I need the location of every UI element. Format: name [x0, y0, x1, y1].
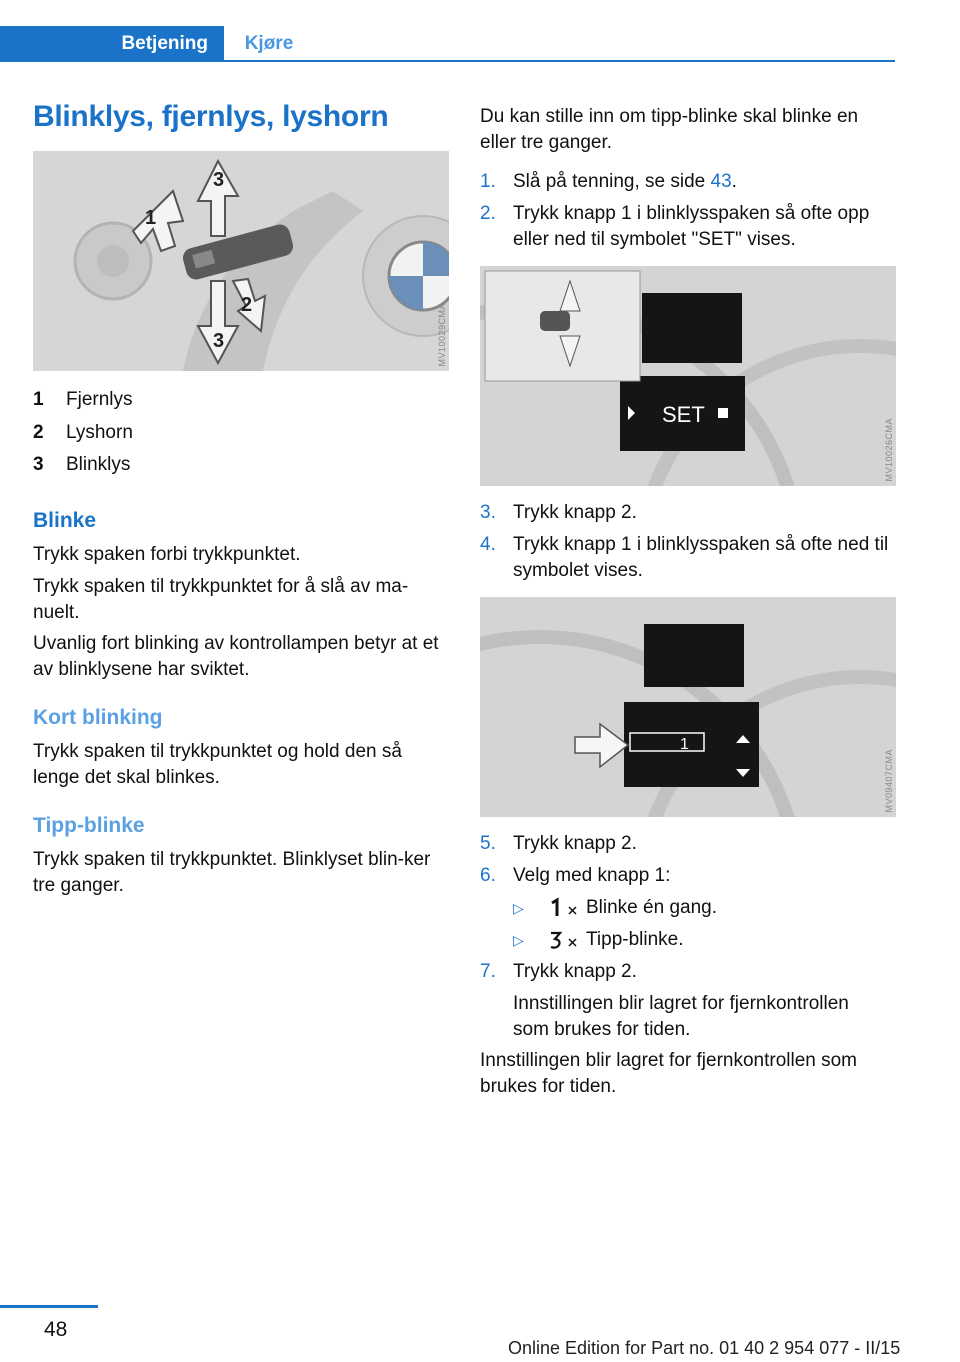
step-text: [513, 169, 900, 195]
svg-text:1: 1: [680, 736, 689, 753]
svg-text:2: 2: [241, 294, 253, 316]
page-header: [0, 26, 960, 62]
blink-three-icon: [549, 929, 586, 951]
step-text-body: Slå på tenning, se side: [513, 171, 711, 192]
step-number: 5.: [480, 833, 496, 854]
tab-betjening[interactable]: Betjening: [0, 26, 224, 62]
step-text-body: Trykk knapp 2.: [513, 961, 637, 982]
legend-number: 3: [33, 454, 44, 476]
legend-item: [33, 417, 133, 450]
step-item: [480, 500, 900, 526]
option-item: [513, 895, 717, 921]
step-item: [480, 863, 900, 889]
step-text: Velg med knapp 1:: [513, 865, 671, 886]
bullet-triangle-icon: ▷: [513, 932, 524, 948]
step-item: [480, 831, 900, 857]
step-number: 1.: [480, 171, 496, 192]
bullet-triangle-icon: ▷: [513, 900, 524, 916]
paragraph: Uvanlig fort blinking av kontrollampen betyr at et av blinklysene har sviktet.: [33, 633, 439, 680]
step-number: 2.: [480, 203, 496, 224]
step-note: Innstillingen blir lagret for fjernkontrollen som brukes for tiden.: [513, 993, 849, 1040]
figure-code: MV10029CMA: [437, 303, 447, 367]
outro-paragraph: Innstillingen blir lagret for fjernkontrollen som brukes for tiden.: [480, 1050, 858, 1097]
step-text: [513, 959, 900, 1043]
display-set-text: SET: [662, 402, 705, 427]
figure-code: MV09407CMA: [884, 749, 894, 813]
svg-text:3: 3: [213, 169, 225, 191]
paragraph: Trykk spaken til trykkpunktet. Blinklyset blin-ker tre ganger.: [33, 849, 431, 896]
page-title: Blinklys, fjernlys, lyshorn: [33, 100, 389, 133]
display-blink-illustration: [480, 597, 896, 817]
option-label: Blinke én gang.: [586, 897, 717, 918]
section-heading-kort-blinking: Kort blinking: [33, 706, 163, 729]
legend-label: Fjernlys: [66, 389, 133, 411]
step-text-after: .: [731, 171, 737, 192]
legend-number: 2: [33, 421, 44, 443]
step-text: Trykk knapp 2.: [513, 833, 637, 854]
option-item: [513, 927, 684, 953]
step-number: 4.: [480, 534, 496, 555]
paragraph: Trykk spaken forbi trykkpunktet.: [33, 544, 301, 565]
step-item: [480, 169, 900, 195]
stalk-illustration: [33, 151, 449, 371]
section-heading-tipp-blinke: Tipp-blinke: [33, 814, 145, 837]
blink-once-icon: [549, 897, 586, 919]
step-item: [480, 959, 900, 1043]
tab-kjore[interactable]: Kjøre: [244, 33, 294, 54]
edition-text: Online Edition for Part no. 01 40 2 954 077 - II/15: [508, 1338, 901, 1358]
legend-number: 1: [33, 389, 44, 411]
header-rule: [0, 60, 895, 62]
legend-item: [33, 384, 133, 417]
svg-text:3: 3: [213, 330, 225, 352]
step-text: Trykk knapp 1 i blinklysspaken så ofte ned til symbolet vises.: [513, 534, 889, 581]
section-heading-blinke: Blinke: [33, 509, 97, 532]
step-number: 7.: [480, 961, 496, 982]
legend-item: [33, 449, 133, 482]
legend-label: Lyshorn: [66, 421, 133, 443]
figure-code: MV10026CMA: [884, 418, 894, 482]
step-number: 3.: [480, 502, 496, 523]
paragraph: Trykk spaken til trykkpunktet for å slå av ma-nuelt.: [33, 576, 409, 623]
step-text: Trykk knapp 2.: [513, 502, 637, 523]
step-text: Trykk knapp 1 i blinklysspaken så ofte opp eller ned til symbolet "SET" vises.: [513, 203, 870, 250]
step-item: [480, 532, 900, 584]
intro-paragraph: Du kan stille inn om tipp-blinke skal blinke en eller tre ganger.: [480, 106, 859, 153]
step-item: [480, 201, 900, 253]
svg-text:1: 1: [145, 207, 157, 229]
display-set-illustration: [480, 266, 896, 486]
step-number: 6.: [480, 865, 496, 886]
figure-legend: [33, 384, 133, 482]
legend-label: Blinklys: [66, 454, 131, 476]
option-label: Tipp-blinke.: [586, 929, 684, 950]
page-number: 48: [44, 1318, 68, 1341]
footer-rule: [0, 1305, 98, 1308]
paragraph: Trykk spaken til trykkpunktet og hold den så lenge det skal blinkes.: [33, 741, 402, 788]
page-link[interactable]: 43: [710, 171, 732, 192]
